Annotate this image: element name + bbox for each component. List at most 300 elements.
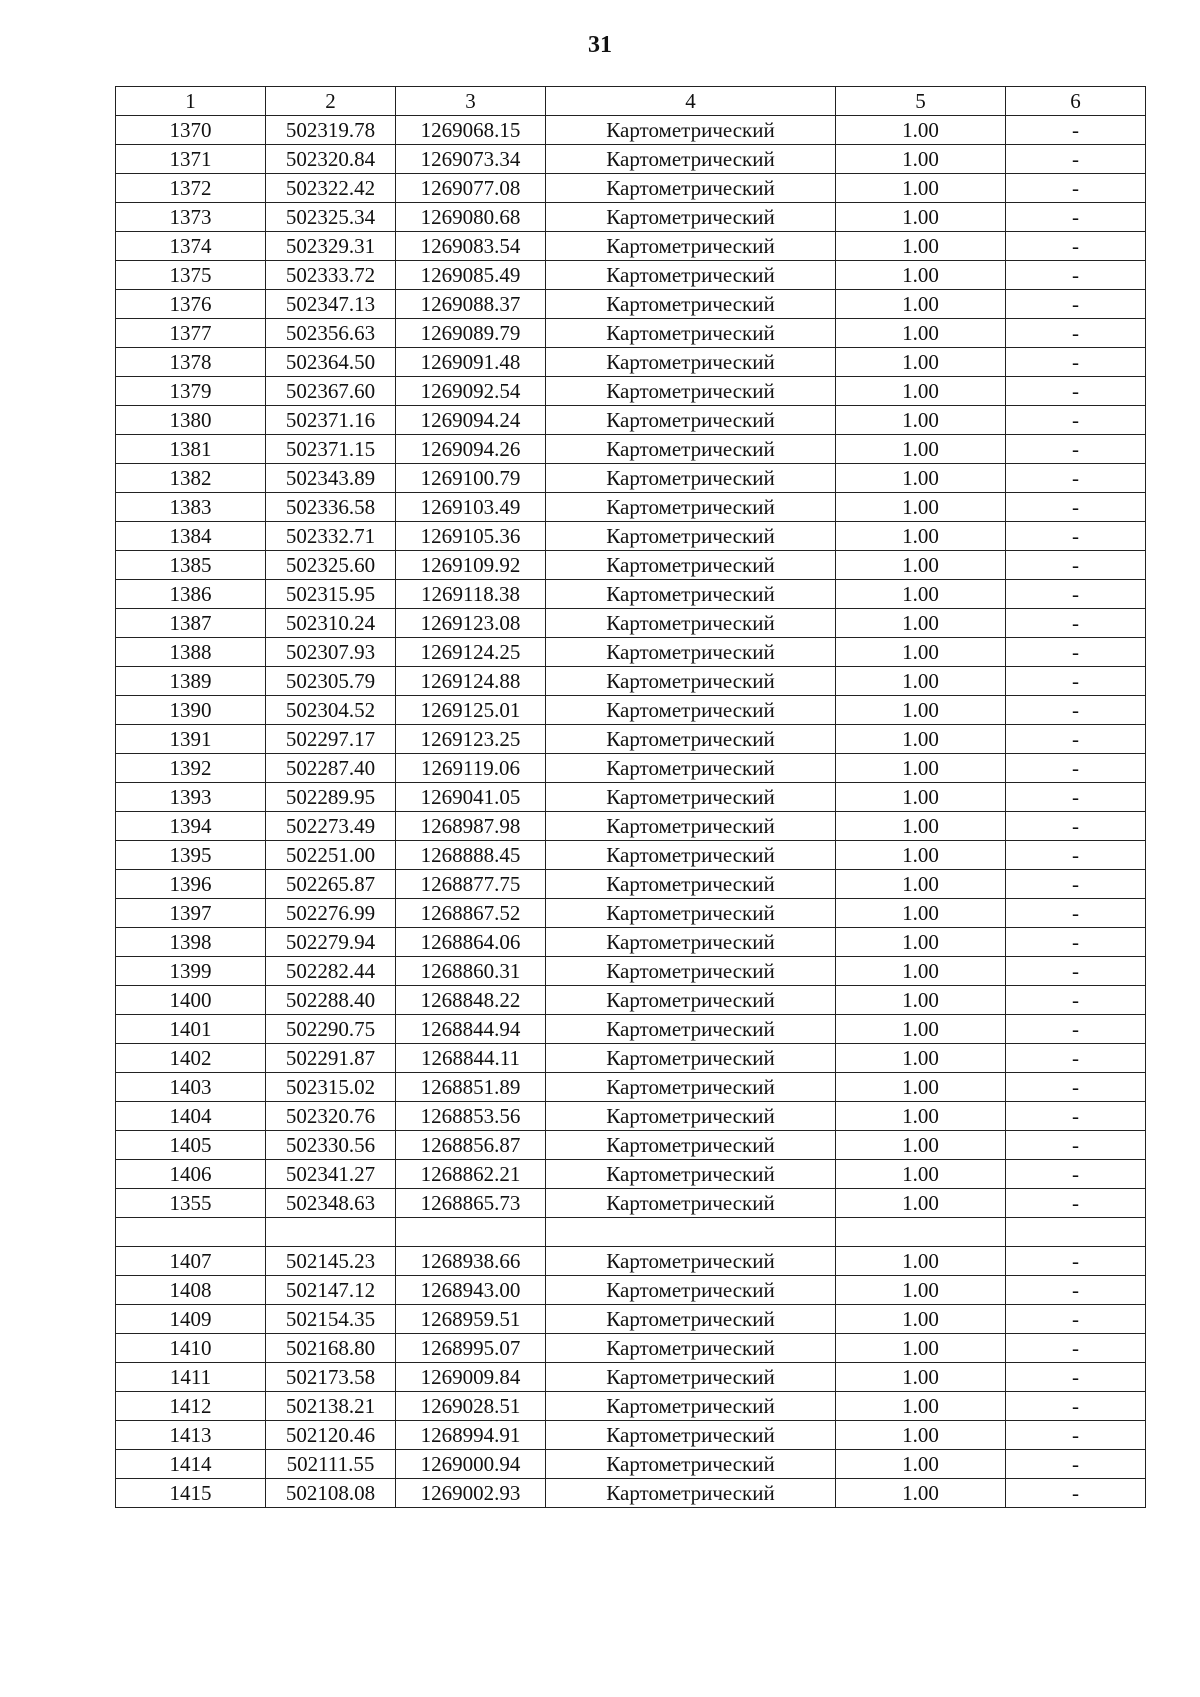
method-cell: Картометрический — [546, 1334, 836, 1363]
point-number-cell: 1384 — [116, 522, 266, 551]
table-row — [116, 1450, 1146, 1479]
method-cell: Картометрический — [546, 1392, 836, 1421]
table-row — [116, 203, 1146, 232]
method-cell: Картометрический — [546, 174, 836, 203]
table-row — [116, 1131, 1146, 1160]
point-number-cell: 1378 — [116, 348, 266, 377]
table-row — [116, 667, 1146, 696]
y-coordinate-cell: 1269092.54 — [396, 377, 546, 406]
method-cell: Картометрический — [546, 116, 836, 145]
table-row — [116, 1276, 1146, 1305]
table-row — [116, 899, 1146, 928]
note-cell: - — [1006, 1131, 1146, 1160]
table-row — [116, 522, 1146, 551]
table-row — [116, 638, 1146, 667]
method-cell: Картометрический — [546, 203, 836, 232]
accuracy-cell: 1.00 — [836, 435, 1006, 464]
method-cell: Картометрический — [546, 1160, 836, 1189]
accuracy-cell: 1.00 — [836, 1102, 1006, 1131]
y-coordinate-cell: 1269041.05 — [396, 783, 546, 812]
y-coordinate-cell: 1268848.22 — [396, 986, 546, 1015]
method-cell: Картометрический — [546, 1073, 836, 1102]
table-row — [116, 290, 1146, 319]
y-coordinate-cell: 1268994.91 — [396, 1421, 546, 1450]
note-cell: - — [1006, 580, 1146, 609]
point-number-cell: 1414 — [116, 1450, 266, 1479]
y-coordinate-cell: 1269124.88 — [396, 667, 546, 696]
accuracy-cell: 1.00 — [836, 638, 1006, 667]
note-cell: - — [1006, 1334, 1146, 1363]
accuracy-cell: 1.00 — [836, 493, 1006, 522]
accuracy-cell: 1.00 — [836, 203, 1006, 232]
x-coordinate-cell: 502310.24 — [266, 609, 396, 638]
y-coordinate-cell: 1269085.49 — [396, 261, 546, 290]
accuracy-cell: 1.00 — [836, 348, 1006, 377]
accuracy-cell: 1.00 — [836, 377, 1006, 406]
accuracy-cell: 1.00 — [836, 1131, 1006, 1160]
method-cell: Картометрический — [546, 1189, 836, 1218]
table-header — [116, 87, 1146, 116]
x-coordinate-cell: 502173.58 — [266, 1363, 396, 1392]
note-cell: - — [1006, 841, 1146, 870]
x-coordinate-cell: 502288.40 — [266, 986, 396, 1015]
note-cell: - — [1006, 290, 1146, 319]
method-cell: Картометрический — [546, 609, 836, 638]
method-cell: Картометрический — [546, 783, 836, 812]
x-coordinate-cell: 502325.34 — [266, 203, 396, 232]
accuracy-cell: 1.00 — [836, 1479, 1006, 1508]
table-row — [116, 1102, 1146, 1131]
note-cell: - — [1006, 696, 1146, 725]
accuracy-cell: 1.00 — [836, 551, 1006, 580]
method-cell: Картометрический — [546, 1044, 836, 1073]
x-coordinate-cell: 502364.50 — [266, 348, 396, 377]
note-cell: - — [1006, 377, 1146, 406]
method-cell: Картометрический — [546, 638, 836, 667]
x-coordinate-cell: 502371.15 — [266, 435, 396, 464]
accuracy-cell: 1.00 — [836, 232, 1006, 261]
method-cell: Картометрический — [546, 232, 836, 261]
x-coordinate-cell: 502341.27 — [266, 1160, 396, 1189]
point-number-cell: 1387 — [116, 609, 266, 638]
coordinates-table — [115, 86, 1146, 1508]
note-cell: - — [1006, 319, 1146, 348]
y-coordinate-cell: 1268844.11 — [396, 1044, 546, 1073]
note-cell: - — [1006, 1276, 1146, 1305]
accuracy-cell: 1.00 — [836, 1189, 1006, 1218]
y-coordinate-cell: 1269000.94 — [396, 1450, 546, 1479]
note-cell: - — [1006, 1247, 1146, 1276]
point-number-cell: 1389 — [116, 667, 266, 696]
point-number-cell: 1403 — [116, 1073, 266, 1102]
method-cell: Картометрический — [546, 464, 836, 493]
x-coordinate-cell: 502273.49 — [266, 812, 396, 841]
table-row — [116, 870, 1146, 899]
accuracy-cell: 1.00 — [836, 899, 1006, 928]
method-cell: Картометрический — [546, 899, 836, 928]
point-number-cell — [116, 1218, 266, 1247]
point-number-cell: 1400 — [116, 986, 266, 1015]
point-number-cell: 1411 — [116, 1363, 266, 1392]
table-row — [116, 1421, 1146, 1450]
x-coordinate-cell: 502336.58 — [266, 493, 396, 522]
y-coordinate-cell: 1269123.25 — [396, 725, 546, 754]
table-row — [116, 1015, 1146, 1044]
point-number-cell: 1394 — [116, 812, 266, 841]
accuracy-cell: 1.00 — [836, 1421, 1006, 1450]
x-coordinate-cell: 502371.16 — [266, 406, 396, 435]
note-cell: - — [1006, 1450, 1146, 1479]
note-cell: - — [1006, 1392, 1146, 1421]
method-cell: Картометрический — [546, 986, 836, 1015]
point-number-cell: 1409 — [116, 1305, 266, 1334]
y-coordinate-cell: 1268856.87 — [396, 1131, 546, 1160]
point-number-cell: 1404 — [116, 1102, 266, 1131]
y-coordinate-cell: 1269089.79 — [396, 319, 546, 348]
method-cell: Картометрический — [546, 1305, 836, 1334]
accuracy-cell: 1.00 — [836, 1015, 1006, 1044]
x-coordinate-cell: 502145.23 — [266, 1247, 396, 1276]
point-number-cell: 1382 — [116, 464, 266, 493]
note-cell: - — [1006, 870, 1146, 899]
method-cell: Картометрический — [546, 145, 836, 174]
accuracy-cell: 1.00 — [836, 261, 1006, 290]
accuracy-cell: 1.00 — [836, 783, 1006, 812]
x-coordinate-cell: 502276.99 — [266, 899, 396, 928]
accuracy-cell: 1.00 — [836, 464, 1006, 493]
note-cell: - — [1006, 986, 1146, 1015]
accuracy-cell: 1.00 — [836, 754, 1006, 783]
note-cell: - — [1006, 783, 1146, 812]
point-number-cell: 1375 — [116, 261, 266, 290]
y-coordinate-cell: 1269091.48 — [396, 348, 546, 377]
y-coordinate-cell: 1269002.93 — [396, 1479, 546, 1508]
note-cell: - — [1006, 754, 1146, 783]
y-coordinate-cell: 1268959.51 — [396, 1305, 546, 1334]
method-cell: Картометрический — [546, 812, 836, 841]
y-coordinate-cell: 1268867.52 — [396, 899, 546, 928]
table-row — [116, 319, 1146, 348]
point-number-cell: 1395 — [116, 841, 266, 870]
point-number-cell: 1355 — [116, 1189, 266, 1218]
point-number-cell: 1379 — [116, 377, 266, 406]
point-number-cell: 1374 — [116, 232, 266, 261]
x-coordinate-cell: 502322.42 — [266, 174, 396, 203]
accuracy-cell: 1.00 — [836, 609, 1006, 638]
point-number-cell: 1392 — [116, 754, 266, 783]
table-row — [116, 551, 1146, 580]
table-row — [116, 1073, 1146, 1102]
method-cell: Картометрический — [546, 290, 836, 319]
x-coordinate-cell: 502307.93 — [266, 638, 396, 667]
point-number-cell: 1372 — [116, 174, 266, 203]
point-number-cell: 1415 — [116, 1479, 266, 1508]
table-row — [116, 348, 1146, 377]
point-number-cell: 1410 — [116, 1334, 266, 1363]
method-cell: Картометрический — [546, 406, 836, 435]
x-coordinate-cell: 502147.12 — [266, 1276, 396, 1305]
y-coordinate-cell: 1268844.94 — [396, 1015, 546, 1044]
table-row — [116, 1479, 1146, 1508]
accuracy-cell: 1.00 — [836, 928, 1006, 957]
x-coordinate-cell: 502333.72 — [266, 261, 396, 290]
method-cell: Картометрический — [546, 1276, 836, 1305]
table-row — [116, 493, 1146, 522]
point-number-cell: 1391 — [116, 725, 266, 754]
note-cell: - — [1006, 493, 1146, 522]
y-coordinate-cell: 1268943.00 — [396, 1276, 546, 1305]
accuracy-cell: 1.00 — [836, 667, 1006, 696]
y-coordinate-cell: 1268888.45 — [396, 841, 546, 870]
point-number-cell: 1386 — [116, 580, 266, 609]
note-cell: - — [1006, 348, 1146, 377]
y-coordinate-cell: 1268995.07 — [396, 1334, 546, 1363]
x-coordinate-cell: 502356.63 — [266, 319, 396, 348]
note-cell: - — [1006, 725, 1146, 754]
y-coordinate-cell: 1268860.31 — [396, 957, 546, 986]
x-coordinate-cell: 502108.08 — [266, 1479, 396, 1508]
point-number-cell: 1383 — [116, 493, 266, 522]
note-cell: - — [1006, 174, 1146, 203]
table-row — [116, 232, 1146, 261]
table-row — [116, 580, 1146, 609]
point-number-cell: 1393 — [116, 783, 266, 812]
table-row — [116, 783, 1146, 812]
method-cell: Картометрический — [546, 754, 836, 783]
x-coordinate-cell: 502330.56 — [266, 1131, 396, 1160]
method-cell: Картометрический — [546, 377, 836, 406]
note-cell: - — [1006, 667, 1146, 696]
method-cell: Картометрический — [546, 696, 836, 725]
method-cell: Картометрический — [546, 1421, 836, 1450]
x-coordinate-cell: 502329.31 — [266, 232, 396, 261]
column-header: 1 — [116, 87, 266, 116]
y-coordinate-cell: 1269123.08 — [396, 609, 546, 638]
note-cell: - — [1006, 1102, 1146, 1131]
x-coordinate-cell: 502315.95 — [266, 580, 396, 609]
accuracy-cell: 1.00 — [836, 580, 1006, 609]
table-row — [116, 1189, 1146, 1218]
method-cell: Картометрический — [546, 928, 836, 957]
y-coordinate-cell: 1268865.73 — [396, 1189, 546, 1218]
column-header: 4 — [546, 87, 836, 116]
table-row — [116, 609, 1146, 638]
table-row — [116, 1392, 1146, 1421]
x-coordinate-cell: 502287.40 — [266, 754, 396, 783]
accuracy-cell: 1.00 — [836, 870, 1006, 899]
x-coordinate-cell: 502111.55 — [266, 1450, 396, 1479]
method-cell: Картометрический — [546, 551, 836, 580]
method-cell: Картометрический — [546, 319, 836, 348]
accuracy-cell: 1.00 — [836, 406, 1006, 435]
point-number-cell: 1388 — [116, 638, 266, 667]
table-row — [116, 174, 1146, 203]
note-cell: - — [1006, 957, 1146, 986]
note-cell: - — [1006, 203, 1146, 232]
note-cell: - — [1006, 435, 1146, 464]
x-coordinate-cell: 502320.84 — [266, 145, 396, 174]
table-row — [116, 812, 1146, 841]
accuracy-cell: 1.00 — [836, 319, 1006, 348]
method-cell: Картометрический — [546, 1363, 836, 1392]
note-cell: - — [1006, 1305, 1146, 1334]
method-cell: Картометрический — [546, 1015, 836, 1044]
note-cell: - — [1006, 1160, 1146, 1189]
x-coordinate-cell: 502348.63 — [266, 1189, 396, 1218]
method-cell: Картометрический — [546, 522, 836, 551]
table-row — [116, 1334, 1146, 1363]
page-number: 31 — [588, 32, 612, 58]
accuracy-cell: 1.00 — [836, 1305, 1006, 1334]
table-row — [116, 377, 1146, 406]
table-row — [116, 928, 1146, 957]
y-coordinate-cell: 1268877.75 — [396, 870, 546, 899]
note-cell: - — [1006, 1044, 1146, 1073]
method-cell: Картометрический — [546, 348, 836, 377]
point-number-cell: 1380 — [116, 406, 266, 435]
accuracy-cell: 1.00 — [836, 841, 1006, 870]
note-cell: - — [1006, 261, 1146, 290]
point-number-cell: 1396 — [116, 870, 266, 899]
note-cell: - — [1006, 1189, 1146, 1218]
note-cell: - — [1006, 406, 1146, 435]
table-row — [116, 725, 1146, 754]
point-number-cell: 1397 — [116, 899, 266, 928]
y-coordinate-cell: 1269109.92 — [396, 551, 546, 580]
table-row — [116, 116, 1146, 145]
method-cell: Картометрический — [546, 435, 836, 464]
note-cell: - — [1006, 928, 1146, 957]
accuracy-cell: 1.00 — [836, 522, 1006, 551]
table-row — [116, 957, 1146, 986]
y-coordinate-cell: 1268938.66 — [396, 1247, 546, 1276]
accuracy-cell: 1.00 — [836, 290, 1006, 319]
table-row — [116, 841, 1146, 870]
method-cell: Картометрический — [546, 580, 836, 609]
method-cell — [546, 1218, 836, 1247]
y-coordinate-cell: 1269105.36 — [396, 522, 546, 551]
note-cell: - — [1006, 551, 1146, 580]
y-coordinate-cell: 1269119.06 — [396, 754, 546, 783]
accuracy-cell: 1.00 — [836, 812, 1006, 841]
x-coordinate-cell: 502265.87 — [266, 870, 396, 899]
table-row — [116, 145, 1146, 174]
method-cell: Картометрический — [546, 1131, 836, 1160]
x-coordinate-cell: 502279.94 — [266, 928, 396, 957]
point-number-cell: 1398 — [116, 928, 266, 957]
table-row — [116, 1305, 1146, 1334]
y-coordinate-cell: 1268864.06 — [396, 928, 546, 957]
point-number-cell: 1402 — [116, 1044, 266, 1073]
method-cell: Картометрический — [546, 667, 836, 696]
accuracy-cell: 1.00 — [836, 1073, 1006, 1102]
y-coordinate-cell: 1269124.25 — [396, 638, 546, 667]
y-coordinate-cell: 1269073.34 — [396, 145, 546, 174]
accuracy-cell: 1.00 — [836, 145, 1006, 174]
y-coordinate-cell: 1269094.26 — [396, 435, 546, 464]
point-number-cell: 1370 — [116, 116, 266, 145]
column-header: 6 — [1006, 87, 1146, 116]
note-cell — [1006, 1218, 1146, 1247]
accuracy-cell: 1.00 — [836, 174, 1006, 203]
table-row — [116, 1044, 1146, 1073]
accuracy-cell: 1.00 — [836, 1247, 1006, 1276]
y-coordinate-cell: 1269094.24 — [396, 406, 546, 435]
point-number-cell: 1399 — [116, 957, 266, 986]
table-row — [116, 1218, 1146, 1247]
note-cell: - — [1006, 899, 1146, 928]
note-cell: - — [1006, 812, 1146, 841]
table-row — [116, 435, 1146, 464]
method-cell: Картометрический — [546, 493, 836, 522]
point-number-cell: 1381 — [116, 435, 266, 464]
accuracy-cell: 1.00 — [836, 116, 1006, 145]
note-cell: - — [1006, 232, 1146, 261]
method-cell: Картометрический — [546, 841, 836, 870]
table-row — [116, 696, 1146, 725]
accuracy-cell: 1.00 — [836, 1392, 1006, 1421]
x-coordinate-cell: 502319.78 — [266, 116, 396, 145]
x-coordinate-cell: 502347.13 — [266, 290, 396, 319]
x-coordinate-cell: 502304.52 — [266, 696, 396, 725]
x-coordinate-cell — [266, 1218, 396, 1247]
note-cell: - — [1006, 522, 1146, 551]
y-coordinate-cell: 1269088.37 — [396, 290, 546, 319]
note-cell: - — [1006, 638, 1146, 667]
method-cell: Картометрический — [546, 957, 836, 986]
note-cell: - — [1006, 1073, 1146, 1102]
x-coordinate-cell: 502315.02 — [266, 1073, 396, 1102]
x-coordinate-cell: 502154.35 — [266, 1305, 396, 1334]
point-number-cell: 1406 — [116, 1160, 266, 1189]
table-body — [116, 116, 1146, 1508]
note-cell: - — [1006, 116, 1146, 145]
table-row — [116, 261, 1146, 290]
point-number-cell: 1407 — [116, 1247, 266, 1276]
note-cell: - — [1006, 1015, 1146, 1044]
y-coordinate-cell: 1269080.68 — [396, 203, 546, 232]
y-coordinate-cell: 1269077.08 — [396, 174, 546, 203]
x-coordinate-cell: 502297.17 — [266, 725, 396, 754]
table-row — [116, 406, 1146, 435]
y-coordinate-cell: 1269009.84 — [396, 1363, 546, 1392]
table-row — [116, 1363, 1146, 1392]
point-number-cell: 1412 — [116, 1392, 266, 1421]
y-coordinate-cell: 1268851.89 — [396, 1073, 546, 1102]
column-header: 5 — [836, 87, 1006, 116]
point-number-cell: 1376 — [116, 290, 266, 319]
y-coordinate-cell: 1269068.15 — [396, 116, 546, 145]
x-coordinate-cell: 502343.89 — [266, 464, 396, 493]
method-cell: Картометрический — [546, 261, 836, 290]
column-header: 2 — [266, 87, 396, 116]
accuracy-cell: 1.00 — [836, 986, 1006, 1015]
point-number-cell: 1371 — [116, 145, 266, 174]
accuracy-cell: 1.00 — [836, 1363, 1006, 1392]
method-cell: Картометрический — [546, 1102, 836, 1131]
y-coordinate-cell: 1268862.21 — [396, 1160, 546, 1189]
table-row — [116, 754, 1146, 783]
x-coordinate-cell: 502290.75 — [266, 1015, 396, 1044]
note-cell: - — [1006, 609, 1146, 638]
point-number-cell: 1401 — [116, 1015, 266, 1044]
x-coordinate-cell: 502138.21 — [266, 1392, 396, 1421]
point-number-cell: 1385 — [116, 551, 266, 580]
table-row — [116, 1160, 1146, 1189]
method-cell: Картометрический — [546, 870, 836, 899]
column-header: 3 — [396, 87, 546, 116]
method-cell: Картометрический — [546, 725, 836, 754]
